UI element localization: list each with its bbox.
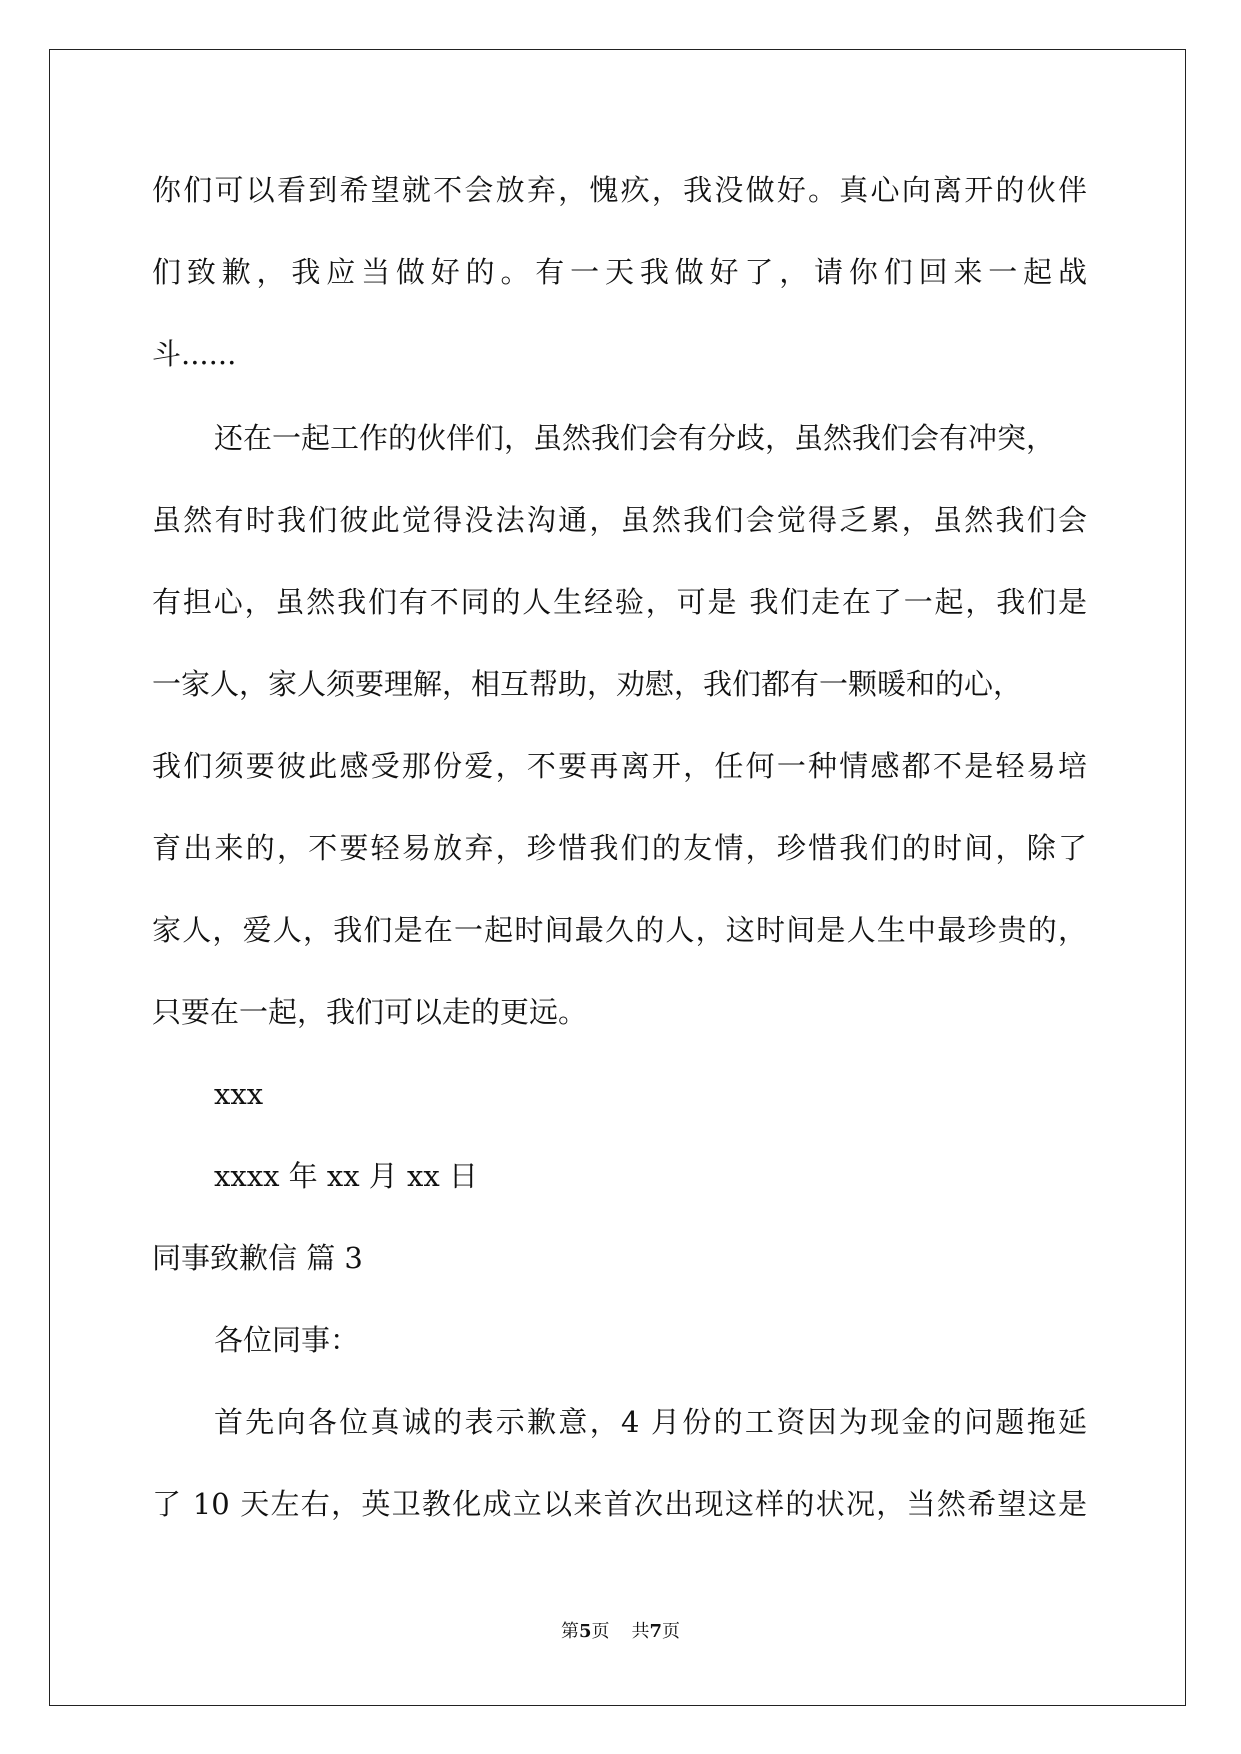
page-current: 5: [578, 1621, 592, 1642]
page-total: 7: [649, 1621, 663, 1642]
body-line-6: 有担心，虽然我们有不同的人生经验，可是 我们走在了一起，我们是: [152, 585, 1087, 619]
page-footer: [0, 1620, 1241, 1644]
body-line-3: 斗......: [152, 337, 237, 371]
body-line-2: 们致歉，我应当做好的。有一天我做好了，请你们回来一起战: [152, 255, 1087, 289]
page-border: [49, 49, 1186, 1706]
signature-name: xxx: [214, 1077, 264, 1111]
page-prefix: 第: [560, 1621, 579, 1642]
body-line-12: 首先向各位真诚的表示歉意，4 月份的工资因为现金的问题拖延: [214, 1405, 1087, 1439]
body-line-4: 还在一起工作的伙伴们，虽然我们会有分歧，虽然我们会有冲突，: [214, 421, 1056, 455]
body-line-1: 你们可以看到希望就不会放弃，愧疚，我没做好。真心向离开的伙伴: [152, 173, 1087, 207]
body-line-5: 虽然有时我们彼此觉得没法沟通，虽然我们会觉得乏累，虽然我们会: [152, 503, 1087, 537]
body-line-8: 我们须要彼此感受那份爱，不要再离开，任何一种情感都不是轻易培: [152, 749, 1087, 783]
total-prefix: 共: [631, 1621, 650, 1642]
body-line-10: 家人，爱人，我们是在一起时间最久的人，这时间是人生中最珍贵的，: [152, 913, 1087, 947]
body-line-11: 只要在一起，我们可以走的更远。: [152, 995, 588, 1029]
section-heading: 同事致歉信 篇 3: [152, 1241, 363, 1275]
body-line-7: 一家人，家人须要理解，相互帮助，劝慰，我们都有一颗暖和的心，: [152, 667, 1023, 701]
total-unit: 页: [662, 1621, 681, 1642]
salutation: 各位同事：: [214, 1323, 360, 1357]
signature-date: xxxx 年 xx 月 xx 日: [214, 1159, 478, 1193]
body-line-13: 了 10 天左右，英卫教化成立以来首次出现这样的状况，当然希望这是: [152, 1487, 1087, 1521]
page-unit: 页: [591, 1621, 610, 1642]
body-line-9: 育出来的，不要轻易放弃，珍惜我们的友情，珍惜我们的时间，除了: [152, 831, 1087, 865]
